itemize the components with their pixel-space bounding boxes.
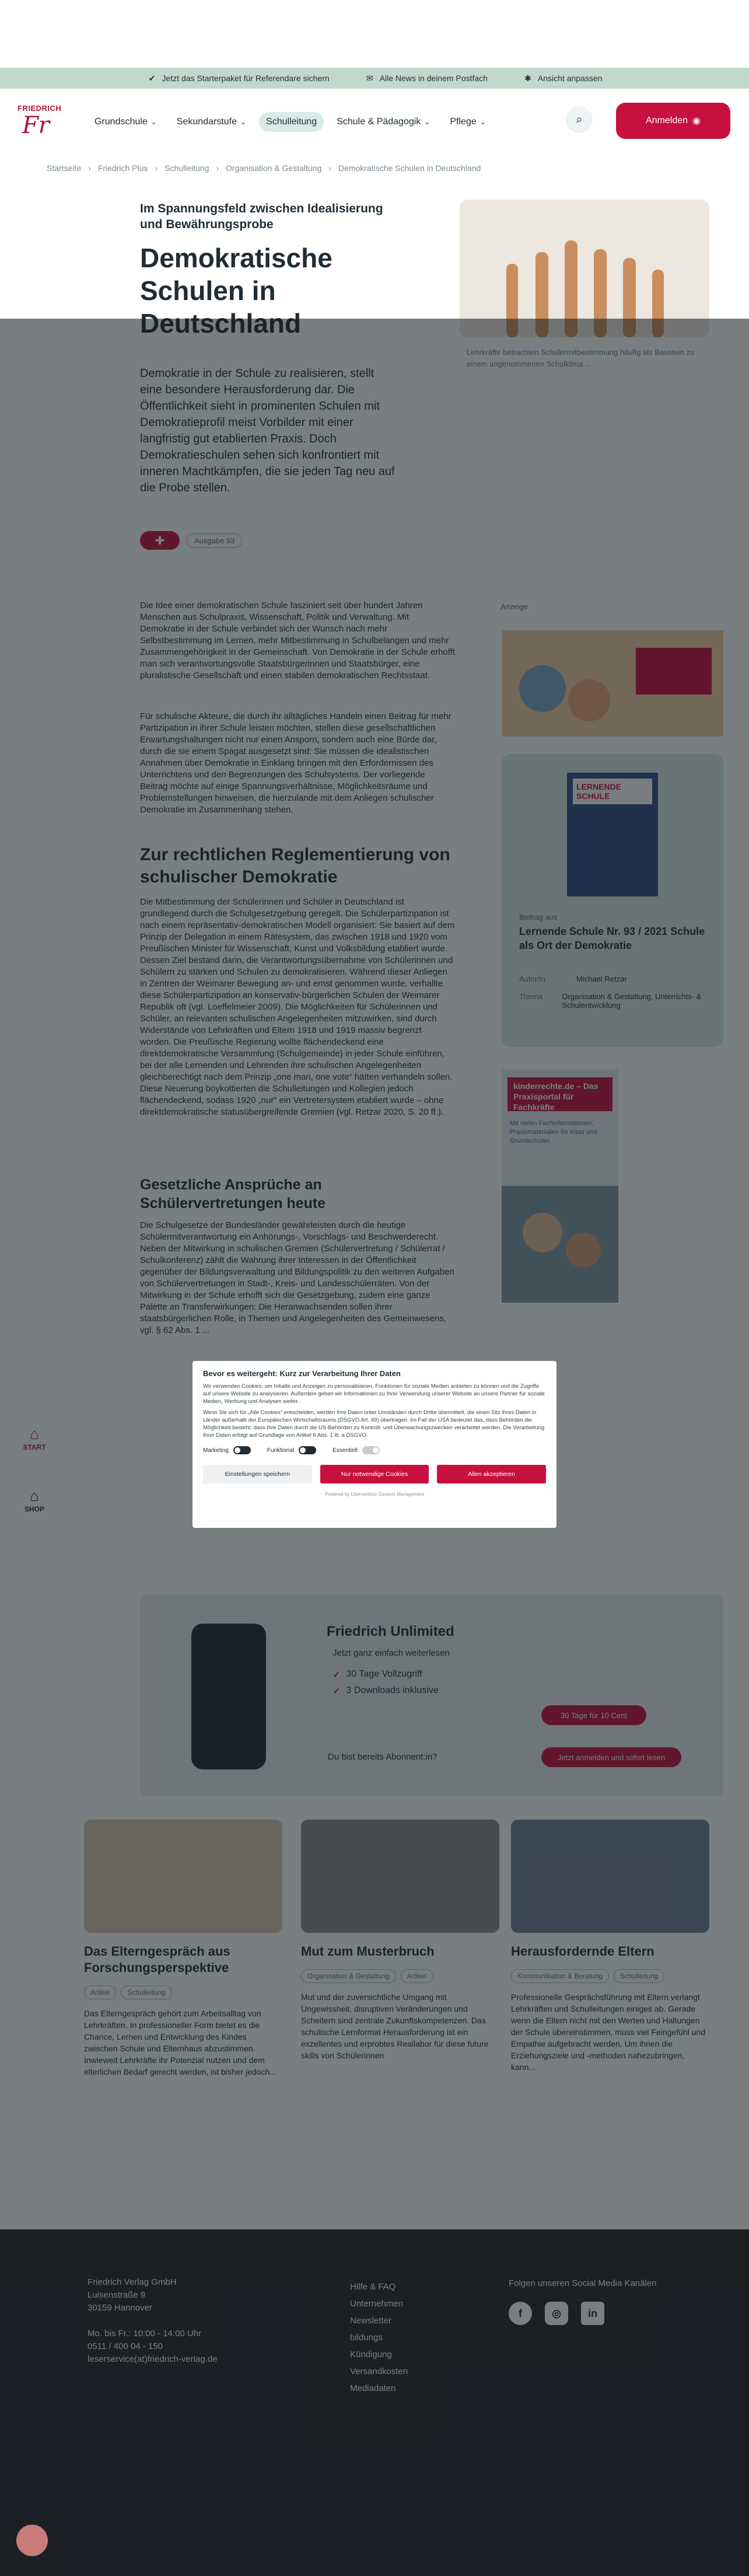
- menu-item-grundschule[interactable]: [88, 112, 164, 132]
- toggle-essential: [332, 1446, 380, 1454]
- button-label: Nur notwendige Cookies: [341, 1471, 408, 1478]
- menu-label: Sekundarstufe: [176, 117, 237, 127]
- chevron-right-icon: ›: [155, 163, 158, 173]
- info-bar: [0, 68, 749, 89]
- breadcrumb: [47, 163, 481, 173]
- button-label: Einstellungen speichern: [225, 1471, 290, 1478]
- raised-hands-image: [460, 200, 709, 337]
- menu-label: Pflege: [450, 117, 477, 127]
- menu-label: Schulleitung: [266, 117, 317, 127]
- cookie-consent-dialog: [192, 1361, 556, 1528]
- toggle-functional[interactable]: [267, 1446, 316, 1454]
- menu-item-schule-paedagogik[interactable]: [330, 112, 437, 132]
- dialog-text: Wenn Sie sich für „Alle Cookies“ entscheiden, werden Ihre Daten unter Umständen durch Dritte übermittelt, die einen Sitz ihres Daten in Länder außerhalb der Europäischen Wirtschaftsraums (DSGVO Art. 49) übertragen. Im Fall der USA bedeutet das, dass Behörden die Möglichkeit besteht, dass Ihre Daten durch die US-Behörden zu Kontroll- und Überwachungszwecken verarbeitet werden. Die Verarbeitung Ihrer Daten erfolgt auf Grundlage von Artikel 6 Abs. 1 lit. a DSGVO.: [203, 1409, 545, 1439]
- main-header: [0, 89, 749, 153]
- main-menu: [88, 112, 493, 132]
- menu-label: Grundschule: [94, 117, 148, 127]
- user-icon: ◉: [692, 116, 701, 126]
- toggle-label: Marketing: [203, 1447, 229, 1454]
- menu-item-sekundarstufe[interactable]: [170, 112, 253, 132]
- button-label: Allen akzeptieren: [468, 1471, 515, 1478]
- menu-label: Schule & Pädagogik: [337, 117, 421, 127]
- chevron-down-icon: ⌄: [480, 118, 486, 126]
- chat-avatar-button[interactable]: [16, 2525, 48, 2556]
- breadcrumb-current: Demokratische Schulen in Deutschland: [338, 163, 481, 173]
- info-item-starter[interactable]: [147, 73, 330, 83]
- search-button[interactable]: [566, 106, 593, 133]
- logo-mark: Fr: [22, 112, 50, 139]
- toggle-marketing[interactable]: [203, 1446, 251, 1454]
- login-label: Anmelden: [645, 116, 688, 125]
- menu-item-schulleitung[interactable]: [259, 112, 324, 132]
- dialog-buttons: [203, 1465, 546, 1484]
- info-view-label: Ansicht anpassen: [537, 74, 603, 83]
- dialog-title: Bevor es weitergeht: Kurz zur Verarbeitung Ihrer Daten: [203, 1369, 401, 1378]
- toggle-switch[interactable]: [233, 1446, 251, 1454]
- save-settings-button[interactable]: [203, 1465, 312, 1484]
- breadcrumb-item[interactable]: Schulleitung: [164, 163, 209, 173]
- dialog-footer: Powered by Usercentrics Consent Management: [325, 1492, 424, 1497]
- top-blank-area: [0, 0, 749, 68]
- chevron-down-icon: ⌄: [240, 118, 247, 126]
- accept-all-button[interactable]: [437, 1465, 546, 1484]
- friedrich-logo[interactable]: [18, 104, 62, 139]
- article-kicker: Im Spannungsfeld zwischen Idealisierung und Bewährungsprobe: [140, 202, 383, 231]
- chevron-right-icon: ›: [216, 163, 219, 173]
- info-item-news[interactable]: [365, 73, 488, 83]
- chevron-down-icon: ⌄: [424, 118, 430, 126]
- badge-check-icon: ✔: [148, 73, 156, 83]
- chevron-right-icon: ›: [328, 163, 331, 173]
- toggle-switch: [362, 1446, 380, 1454]
- page-title: Demokratische Schulen in: [140, 243, 332, 306]
- info-item-view[interactable]: [523, 73, 603, 83]
- login-button[interactable]: [616, 103, 730, 139]
- consent-toggles: [203, 1446, 546, 1454]
- toggle-label: Essentiell: [332, 1447, 358, 1454]
- chevron-right-icon: ›: [88, 163, 91, 173]
- search-icon: ⌕: [576, 113, 583, 126]
- necessary-only-button[interactable]: [320, 1465, 429, 1484]
- breadcrumb-item[interactable]: Organisation & Gestaltung: [226, 163, 322, 173]
- logo-word: FRIEDRICH: [18, 104, 62, 113]
- info-news-label: Alle News in deinem Postfach: [379, 74, 488, 83]
- chevron-down-icon: ⌄: [150, 118, 157, 126]
- hero-image: [460, 200, 709, 337]
- mail-icon: ✉: [366, 73, 373, 83]
- menu-item-pflege[interactable]: [443, 112, 492, 132]
- dialog-text: Wir verwenden Cookies, um Inhalte und Anzeigen zu personalisieren, Funktionen für soziale Medien anbieten zu können und die Zugriffe auf unsere Website zu analysieren. Außerdem geben wir Informationen zu Ihrer Verwendung unserer Website an unsere Partner für soziale Medien, Werbung und Analysen weiter.: [203, 1383, 545, 1405]
- toggle-switch[interactable]: [299, 1446, 316, 1454]
- toggle-label: Funktional: [267, 1447, 295, 1454]
- breadcrumb-item[interactable]: Startseite: [47, 163, 82, 173]
- accessibility-icon: ✱: [524, 73, 531, 83]
- info-starter-label: Jetzt das Starterpaket für Referendare sichern: [162, 74, 330, 83]
- breadcrumb-item[interactable]: Friedrich Plus: [97, 163, 148, 173]
